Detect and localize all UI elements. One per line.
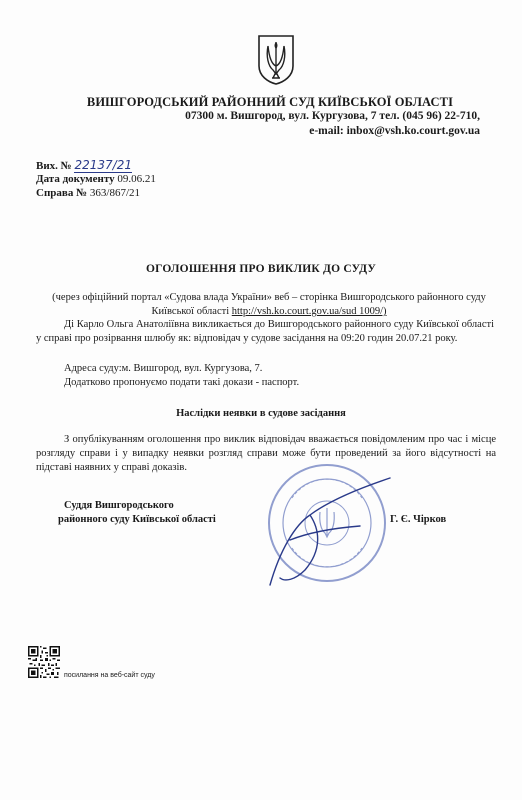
evidence-paragraph: Додатково пропонуємо подати такі докази - паспорт. [64,377,300,388]
portal-note [34,291,504,319]
qr-caption: посилання на веб-сайт суду [64,672,155,679]
court-address: 07300 м. Вишгород, вул. Кургузова, 7 тел. (045 96) 22-710, [185,110,480,122]
handwritten-signature-icon [250,470,400,590]
qr-code-icon[interactable] [28,646,60,678]
case-number-label: Справа № [36,187,88,199]
outgoing-number-value: 22137/21 [74,158,132,172]
trident-coat-of-arms-icon [256,34,296,86]
outgoing-number-label: Вих. № [36,160,72,172]
consequences-paragraph: З опублікуванням оголошення про виклик відповідач вважається повідомленим про час і місце розгляду справи і у випадку неявки розгляд справи може бути проведений за його відсутності на підставі наявних у справі доказів. [36,434,496,473]
case-number-value: 363/867/21 [89,187,141,199]
judge-title-line-2: районного суду Київської області [58,514,216,525]
case-number [36,187,140,199]
court-name: ВИШГОРОДСЬКИЙ РАЙОННИЙ СУД КИЇВСЬКОЇ ОБЛАСТІ [86,95,454,109]
court-address-paragraph: Адреса суду:м. Вишгород, вул. Кургузова, 7. [64,363,263,374]
portal-note-text: (через офіційний портал «Судова влада України» веб – сторінка Вишгородського районного суду Київської області [52,292,486,317]
judge-name: Г. Є. Чірков [390,514,447,525]
judge-title-line-1: Суддя Вишгородського [64,500,174,511]
consequences-title: Наслідки неявки в судове засідання [176,408,346,419]
court-email: e-mail: inbox@vsh.ko.court.gov.ua [309,125,480,137]
outgoing-number [36,158,132,172]
document-date-value: 09.06.21 [117,173,156,185]
document-date-label: Дата документу [36,173,115,185]
summons-paragraph: Ді Карло Ольга Анатоліївна викликається до Вишгородського районного суду Київської області у справі про розірвання шлюбу як: відповідач у судове засідання на 09:20 годин 20.07.21 року. [36,319,494,344]
portal-link[interactable]: http://vsh.ko.court.gov.ua/sud 1009/) [231,306,387,317]
notice-title: ОГОЛОШЕННЯ ПРО ВИКЛИК ДО СУДУ [145,263,377,275]
document-date [36,173,156,185]
